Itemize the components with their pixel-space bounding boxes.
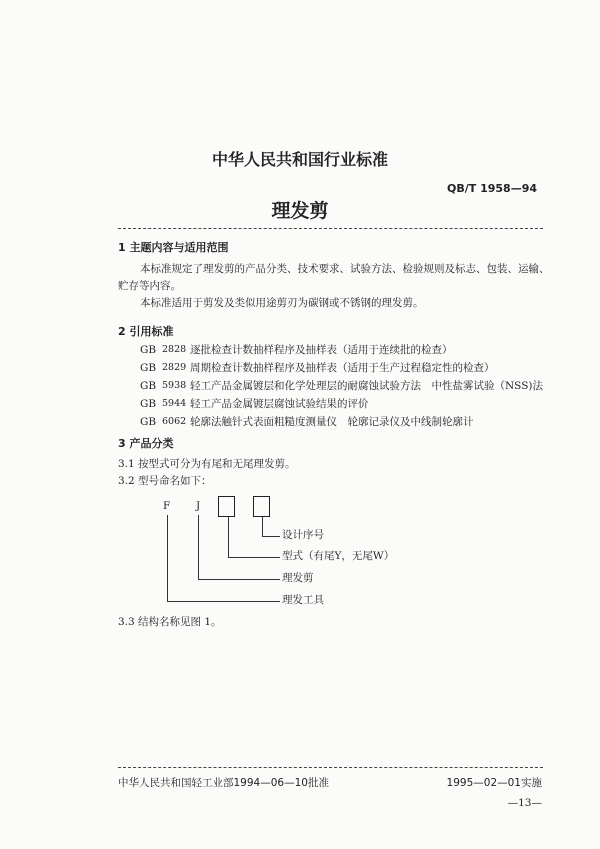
diagram-letter-f: F	[163, 500, 171, 512]
item-3-1: 3.1 按型式可分为有尾和无尾理发剪。	[118, 458, 296, 470]
ref-prefix: GB	[140, 344, 157, 356]
label-type: 型式（有尾Y，无尾W）	[282, 550, 395, 562]
document-title: 理发剪	[271, 200, 329, 222]
section-2-heading: 2 引用标准	[118, 325, 174, 338]
ref-number: 2829	[162, 362, 187, 373]
org-standard-title: 中华人民共和国行业标准	[211, 150, 388, 169]
ref-number: 5938	[162, 380, 187, 391]
connector	[262, 536, 280, 537]
approval-info: 中华人民共和国轻工业部1994—06—10批准	[118, 777, 329, 789]
diagram-letter-j: J	[196, 500, 201, 512]
ref-title: 周期检查计数抽样程序及抽样表（适用于生产过程稳定性的检查）	[190, 362, 495, 374]
connector	[198, 579, 280, 580]
ref-number: 2828	[162, 344, 187, 355]
effective-date: 1995—02—01实施	[446, 777, 542, 789]
label-design-sequence: 设计序号	[282, 529, 324, 541]
page-number: —13—	[507, 797, 542, 809]
ref-prefix: GB	[140, 380, 157, 392]
ref-prefix: GB	[140, 398, 157, 410]
ref-prefix: GB	[140, 362, 157, 374]
ref-title: 轻工产品金属镀层腐蚀试验结果的评价	[190, 398, 369, 410]
sequence-box	[253, 496, 270, 517]
ref-number: 5944	[162, 398, 187, 409]
item-3-2: 3.2 型号命名如下：	[118, 475, 212, 487]
ref-number: 6062	[162, 416, 187, 427]
connector	[228, 517, 229, 557]
header-rule	[118, 228, 543, 229]
connector	[228, 557, 280, 558]
ref-title: 轮廓法触针式表面粗糙度测量仪 轮廓记录仪及中线制轮廓计	[190, 416, 474, 428]
ref-title: 轻工产品金属镀层和化学处理层的耐腐蚀试验方法 中性盐雾试验（NSS)法	[190, 380, 543, 392]
section-1-paragraph-2: 本标准适用于剪发及类似用途剪刃为碳钢或不锈钢的理发剪。	[140, 297, 424, 309]
ref-title: 逐批检查计数抽样程序及抽样表（适用于连续批的检查）	[190, 344, 453, 356]
standard-code: QB/T 1958—94	[447, 182, 538, 195]
ref-prefix: GB	[140, 416, 157, 428]
connector	[262, 517, 263, 536]
connector	[167, 601, 280, 602]
section-1-heading: 1 主题内容与适用范围	[118, 241, 229, 254]
section-1-paragraph-cont: 贮存等内容。	[118, 280, 181, 292]
label-scissors: 理发剪	[282, 572, 314, 584]
connector	[167, 515, 168, 601]
label-tool: 理发工具	[282, 594, 324, 606]
connector	[198, 515, 199, 579]
section-1-paragraph: 本标准规定了理发剪的产品分类、技术要求、试验方法、检验规则及标志、包装、运输、	[140, 263, 550, 275]
item-3-3: 3.3 结构名称见图 1。	[118, 616, 222, 628]
footer-rule	[118, 767, 543, 768]
section-3-heading: 3 产品分类	[118, 437, 174, 450]
type-box	[218, 496, 235, 517]
